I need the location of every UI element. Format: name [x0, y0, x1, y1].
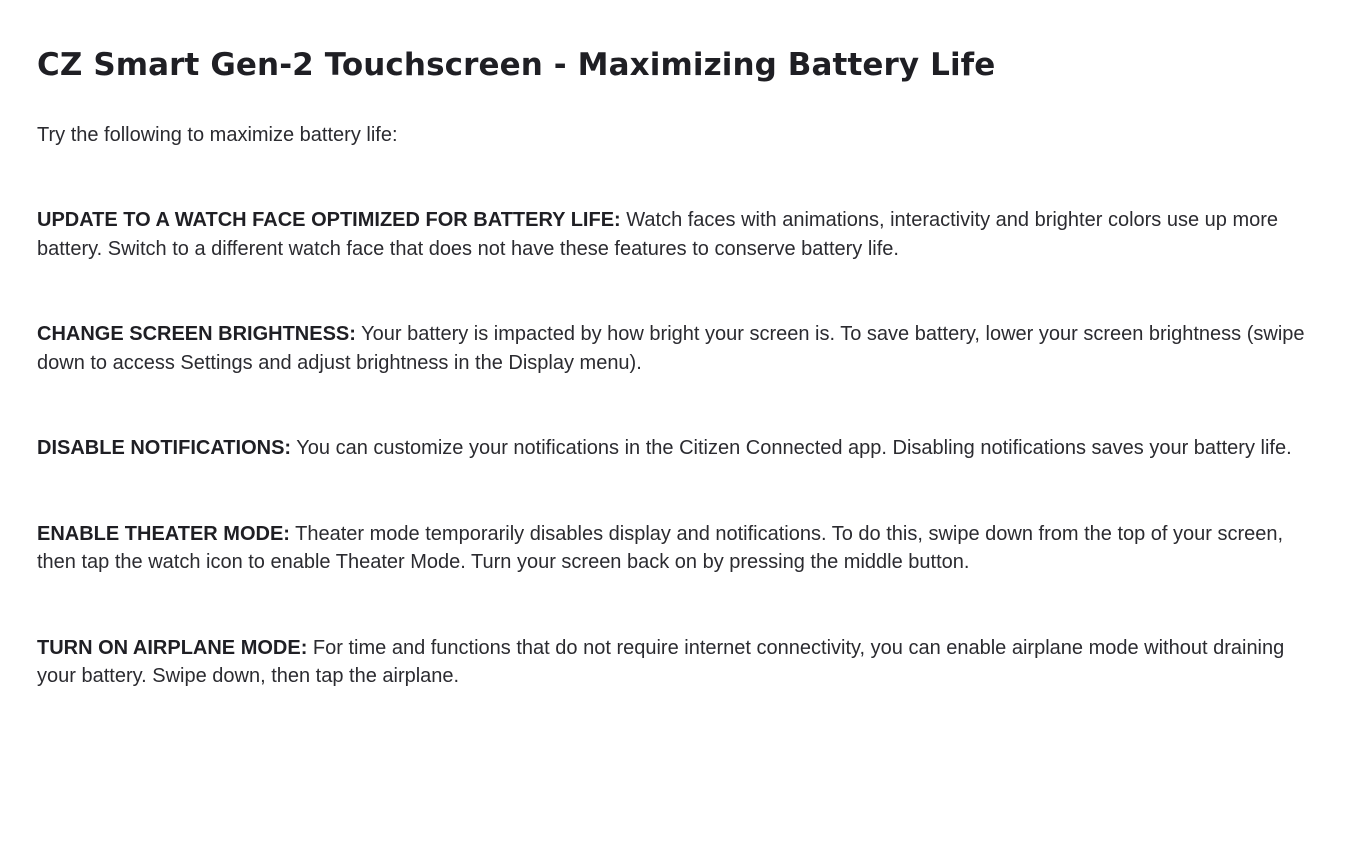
tip-heading: ENABLE THEATER MODE:	[37, 522, 290, 545]
tip-watch-face	[37, 206, 1327, 263]
tip-body: You can customize your notifications in the Citizen Connected app. Disabling notifications saves your battery life.	[291, 437, 1292, 459]
tip-theater-mode	[37, 520, 1327, 577]
article	[37, 0, 1327, 691]
tip-body: Your battery is impacted by how bright your screen is. To save battery, lower your screen brightness (swipe down to access Settings and adjust brightness in the Display menu).	[37, 323, 1305, 374]
tip-heading: TURN ON AIRPLANE MODE:	[37, 636, 308, 659]
tip-heading: CHANGE SCREEN BRIGHTNESS:	[37, 323, 356, 345]
tip-disable-notifications	[37, 434, 1327, 463]
intro-text: Try the following to maximize battery life:	[37, 124, 398, 146]
tip-body: Theater mode temporarily disables display and notifications. To do this, swipe down from the top of your screen, then tap the watch icon to enable Theater Mode. Turn your screen back on by pressing the middle button.	[37, 522, 1284, 573]
tip-heading: UPDATE TO A WATCH FACE OPTIMIZED FOR BATTERY LIFE:	[37, 209, 621, 231]
tip-airplane-mode	[37, 634, 1327, 691]
tip-body: Watch faces with animations, interactivity and brighter colors use up more battery. Switch to a different watch face that does not have these features to conserve battery life.	[37, 209, 1279, 260]
page-title: CZ Smart Gen-2 Touchscreen - Maximizing Battery Life	[37, 47, 996, 83]
tip-heading: DISABLE NOTIFICATIONS:	[37, 437, 292, 459]
tip-screen-brightness	[37, 320, 1327, 377]
tip-body: For time and functions that do not require internet connectivity, you can enable airplane mode without draining your battery. Swipe down, then tap the airplane.	[37, 636, 1285, 687]
